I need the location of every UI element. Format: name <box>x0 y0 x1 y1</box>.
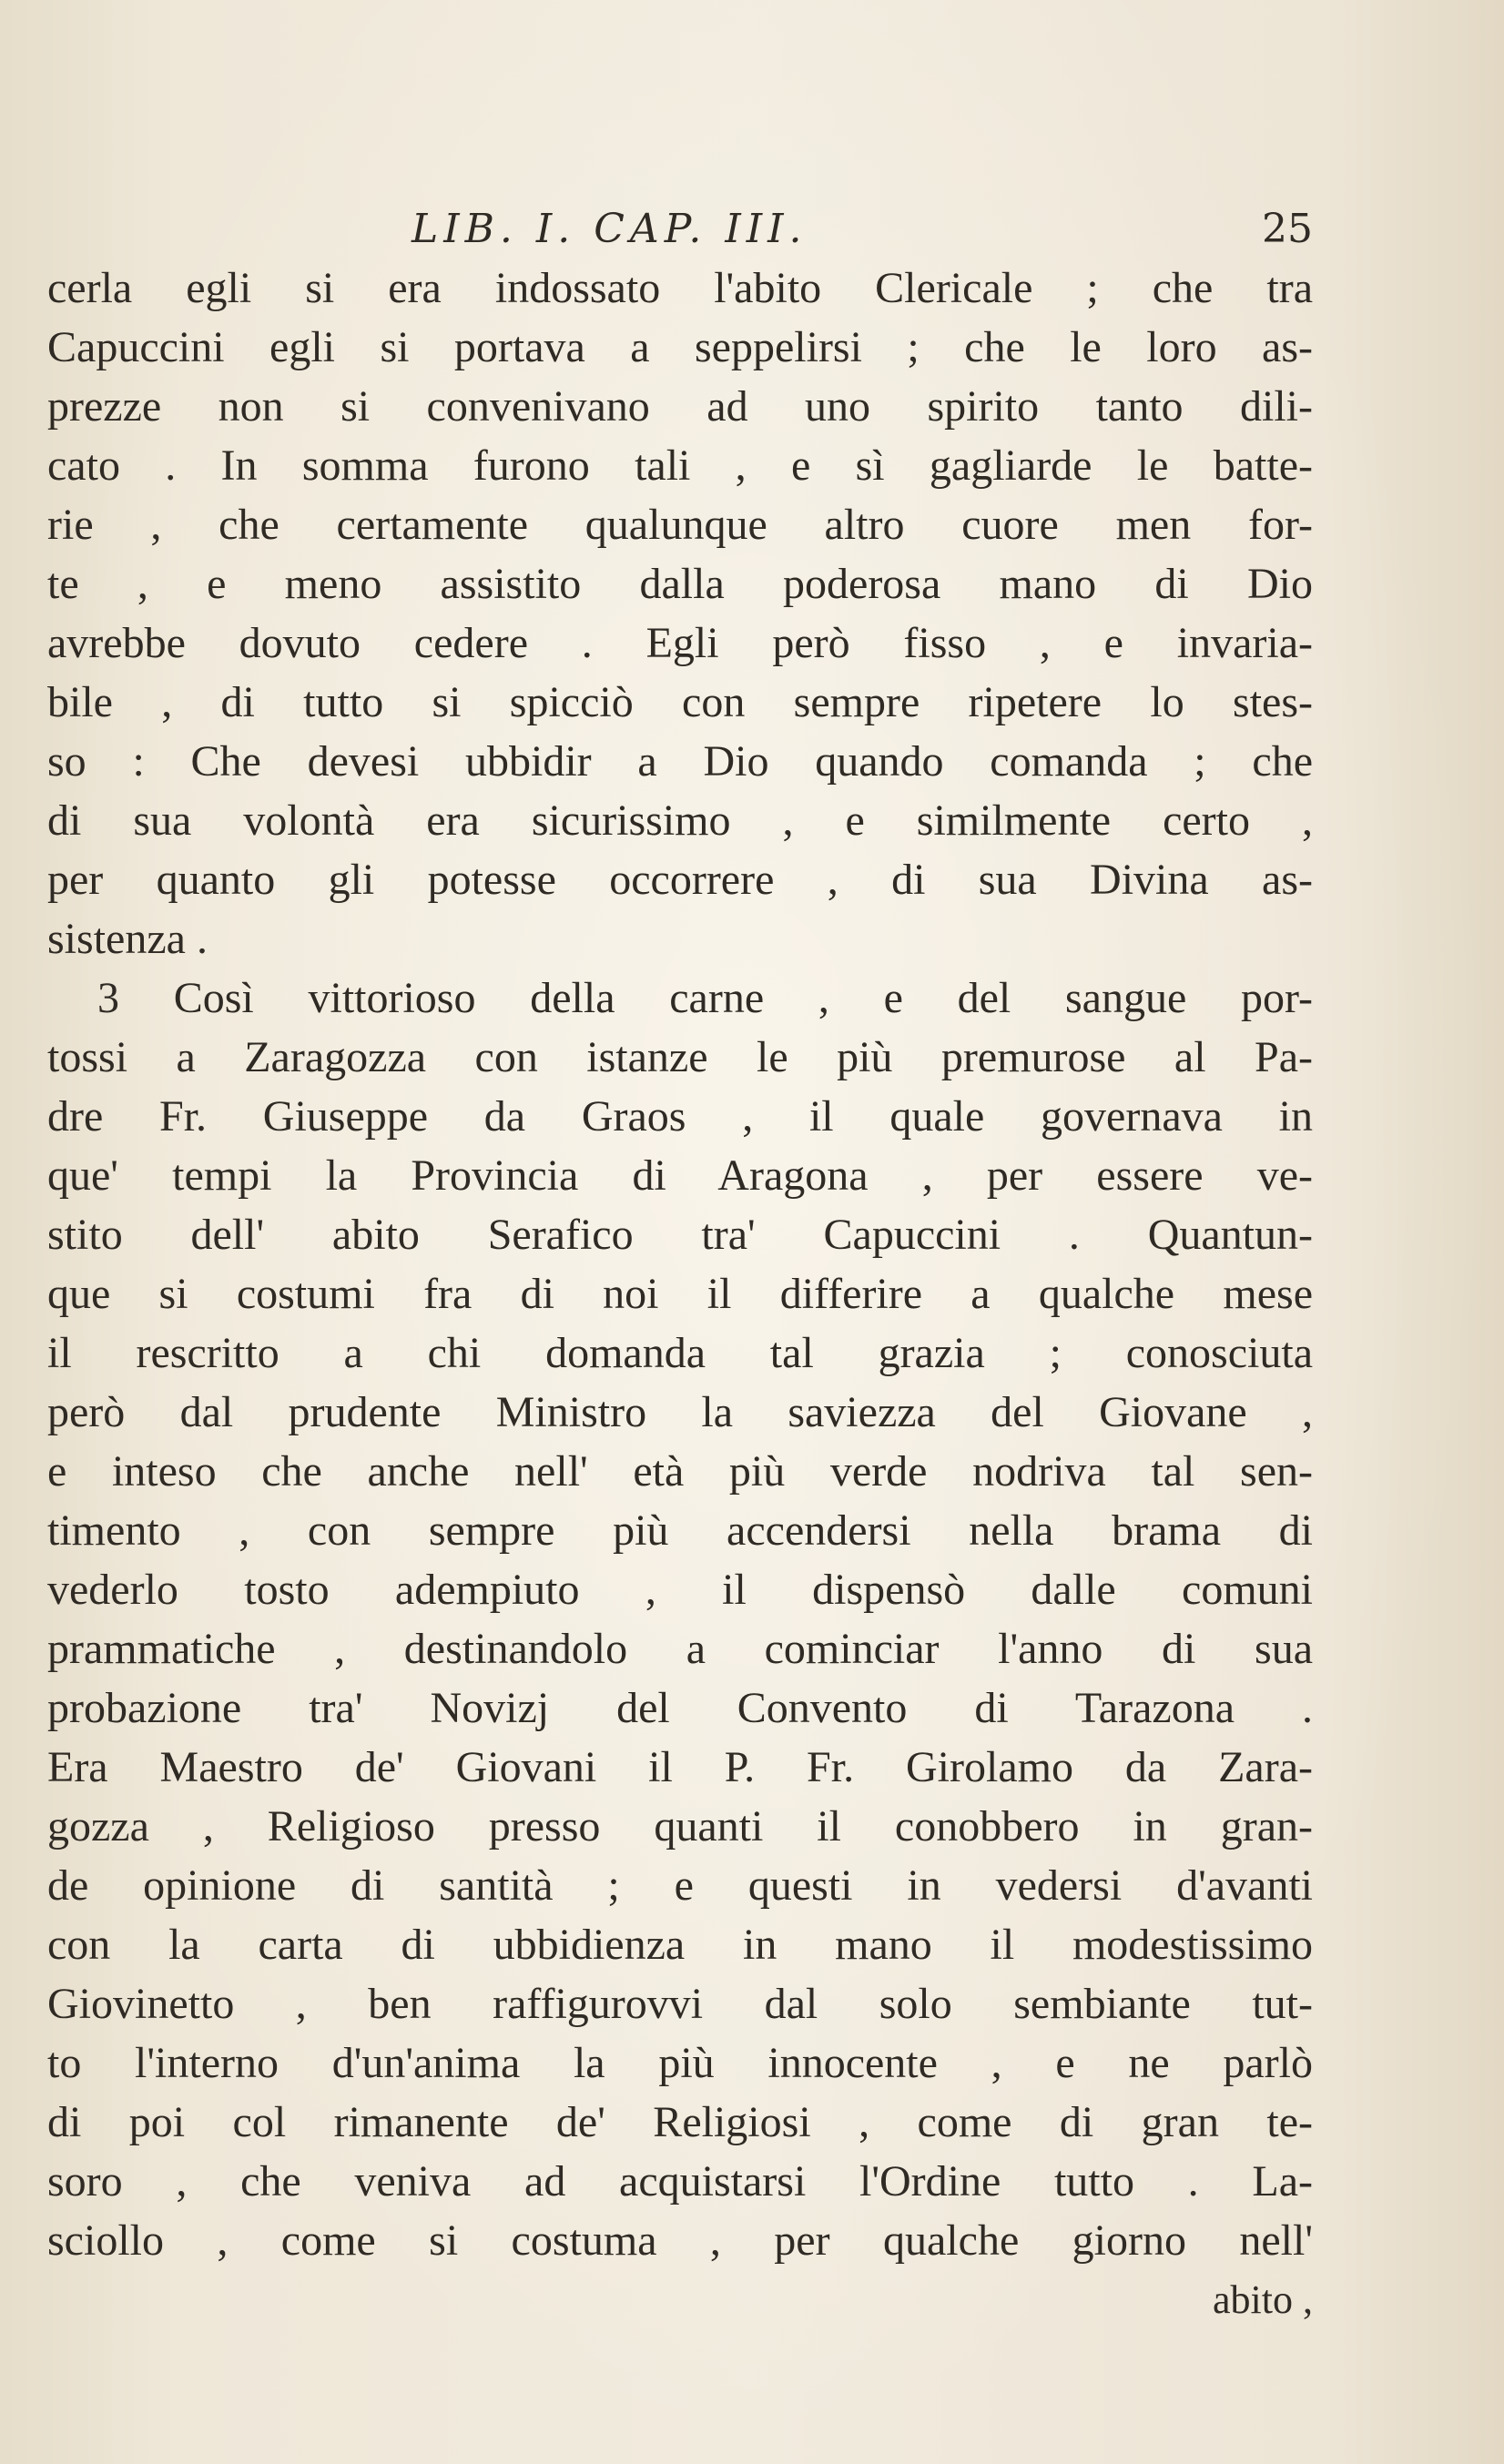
text-line: però dal prudente Ministro la saviezza del Giovane , <box>47 1388 1313 1436</box>
page-number: 25 <box>1262 206 1313 252</box>
text-line: sistenza . <box>47 915 208 963</box>
text-line: que si costumi fra di noi il differire a qualche mese <box>47 1270 1313 1318</box>
text-line: dre Fr. Giuseppe da Graos , il quale governava in <box>47 1092 1313 1141</box>
text-line: stito dell' abito Serafico tra' Capuccini . Quantun- <box>47 1211 1313 1259</box>
text-line: Giovinetto , ben raffigurovvi dal solo sembiante tut- <box>47 1980 1313 2028</box>
chapter-heading: LIB. I. CAP. III. <box>412 206 808 252</box>
text-line: di poi col rimanente de' Religiosi , come di gran te- <box>47 2098 1313 2146</box>
text-line: soro , che veniva ad acquistarsi l'Ordine tutto . La- <box>47 2157 1313 2205</box>
text-line: prammatiche , destinandolo a cominciar l'anno di sua <box>47 1625 1313 1673</box>
text-line: tossi a Zaragozza con istanze le più premurose al Pa- <box>47 1033 1313 1081</box>
text-block <box>47 200 1313 2329</box>
text-line: gozza , Religioso presso quanti il conobbero in gran- <box>47 1802 1313 1851</box>
text-line: cerla egli si era indossato l'abito Clericale ; che tra <box>47 264 1313 312</box>
text-line: di sua volontà era sicurissimo , e similmente certo , <box>47 796 1313 845</box>
text-line: probazione tra' Novizj del Convento di Tarazona . <box>47 1684 1313 1732</box>
text-line: prezze non si convenivano ad uno spirito tanto dili- <box>47 382 1313 431</box>
paragraph-start-line: 3 Così vittorioso della carne , e del sangue por- <box>97 974 1313 1022</box>
catchword: abito , <box>1213 2277 1313 2322</box>
text-line: Era Maestro de' Giovani il P. Fr. Girolamo da Zara- <box>47 1743 1313 1791</box>
text-line: avrebbe dovuto cedere . Egli però fisso , e invaria- <box>47 619 1313 667</box>
text-line: te , e meno assistito dalla poderosa mano di Dio <box>47 560 1313 608</box>
text-line: so : Che devesi ubbidir a Dio quando comanda ; che <box>47 737 1313 786</box>
text-line: to l'interno d'un'anima la più innocente , e ne parlò <box>47 2039 1313 2087</box>
text-line: bile , di tutto si spicciò con sempre ripetere lo stes- <box>47 678 1313 726</box>
text-line: e inteso che anche nell' età più verde nodriva tal sen- <box>47 1447 1313 1496</box>
text-line: vederlo tosto adempiuto , il dispensò dalle comuni <box>47 1566 1313 1614</box>
text-line: rie , che certamente qualunque altro cuore men for- <box>47 501 1313 549</box>
text-line: cato . In somma furono tali , e sì gagliarde le batte- <box>47 441 1313 490</box>
text-line: que' tempi la Provincia di Aragona , per essere ve- <box>47 1151 1313 1200</box>
text-line: con la carta di ubbidienza in mano il modestissimo <box>47 1921 1313 1969</box>
running-head <box>47 200 1313 259</box>
text-line: Capuccini egli si portava a seppelirsi ; che le loro as- <box>47 323 1313 371</box>
text-line: sciollo , come si costuma , per qualche giorno nell' <box>47 2216 1313 2265</box>
text-line: de opinione di santità ; e questi in vedersi d'avanti <box>47 1861 1313 1910</box>
text-line: per quanto gli potesse occorrere , di sua Divina as- <box>47 856 1313 904</box>
text-line: timento , con sempre più accendersi nella brama di <box>47 1506 1313 1555</box>
text-line: il rescritto a chi domanda tal grazia ; conosciuta <box>47 1329 1313 1377</box>
